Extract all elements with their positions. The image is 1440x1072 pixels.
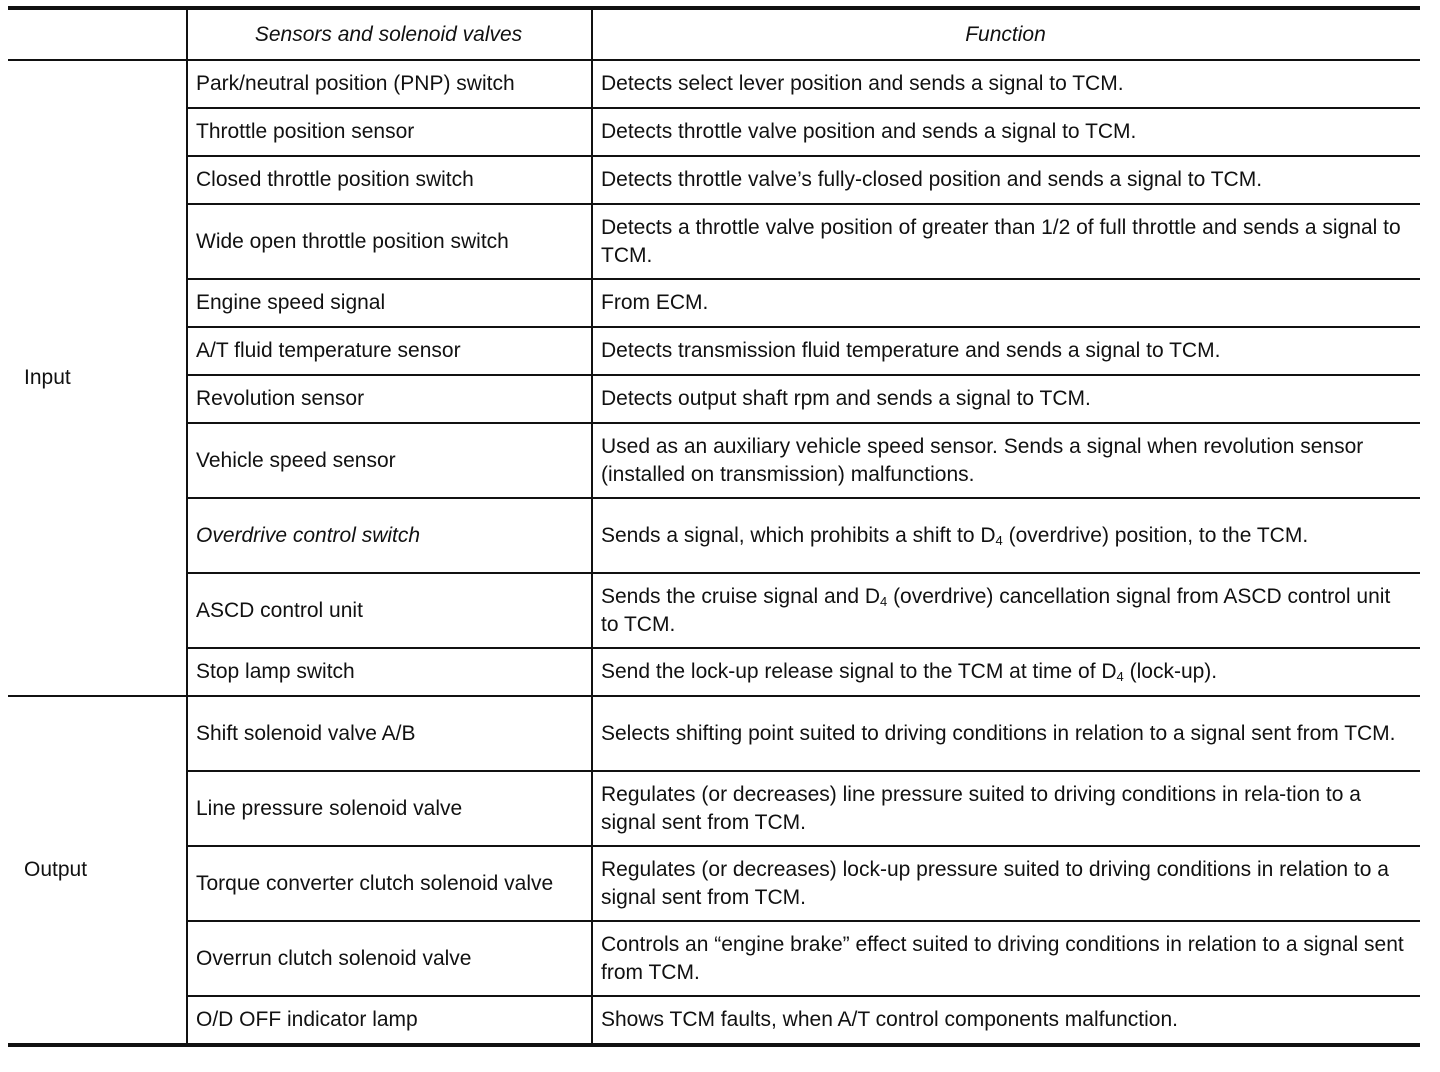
function-text: (overdrive) cancellation signal from ASCD control unit to TCM. — [601, 584, 1391, 636]
function-cell: Detects transmission fluid temperature and sends a signal to TCM. — [592, 327, 1420, 375]
subscript: 4 — [880, 593, 888, 609]
component-cell: Torque converter clutch solenoid valve — [187, 846, 592, 921]
function-cell: Detects a throttle valve position of greater than 1/2 of full throttle and sends a signal to TCM. — [592, 204, 1420, 279]
function-cell: Shows TCM faults, when A/T control components malfunction. — [592, 996, 1420, 1045]
table-row — [8, 921, 1420, 996]
component-cell: Overdrive control switch — [187, 498, 592, 573]
table-row — [8, 327, 1420, 375]
function-cell — [592, 648, 1420, 696]
table-row — [8, 498, 1420, 573]
function-cell: Detects throttle valve position and sends a signal to TCM. — [592, 108, 1420, 156]
function-cell — [592, 498, 1420, 573]
function-cell: Detects throttle valve’s fully-closed position and sends a signal to TCM. — [592, 156, 1420, 204]
table-row — [8, 648, 1420, 696]
table-row — [8, 108, 1420, 156]
component-cell: O/D OFF indicator lamp — [187, 996, 592, 1045]
table-row — [8, 423, 1420, 498]
table-row — [8, 573, 1420, 648]
component-cell: ASCD control unit — [187, 573, 592, 648]
function-cell: From ECM. — [592, 279, 1420, 327]
table-row — [8, 696, 1420, 771]
table-row — [8, 996, 1420, 1045]
table-row — [8, 846, 1420, 921]
function-cell — [592, 573, 1420, 648]
subscript: 4 — [995, 532, 1003, 548]
component-cell: Throttle position sensor — [187, 108, 592, 156]
component-cell: A/T fluid temperature sensor — [187, 327, 592, 375]
table-row — [8, 375, 1420, 423]
component-cell: Closed throttle position switch — [187, 156, 592, 204]
function-cell: Regulates (or decreases) lock-up pressure suited to driving conditions in relation to a signal sent from TCM. — [592, 846, 1420, 921]
table-row — [8, 156, 1420, 204]
component-cell: Engine speed signal — [187, 279, 592, 327]
function-text: Sends a signal, which prohibits a shift to D — [601, 523, 996, 547]
table-header-row — [8, 8, 1420, 60]
table-row — [8, 279, 1420, 327]
header-function: Function — [592, 8, 1420, 60]
function-cell: Controls an “engine brake” effect suited to driving conditions in relation to a signal sent from TCM. — [592, 921, 1420, 996]
function-cell: Used as an auxiliary vehicle speed sensor. Sends a signal when revolution sensor (installed on transmission) malfunctions. — [592, 423, 1420, 498]
spec-table-page — [8, 6, 1420, 1047]
table-row — [8, 771, 1420, 846]
component-cell: Wide open throttle position switch — [187, 204, 592, 279]
group-label-input: Input — [8, 60, 187, 696]
header-group — [8, 8, 187, 60]
header-component: Sensors and solenoid valves — [187, 8, 592, 60]
component-cell: Overrun clutch solenoid valve — [187, 921, 592, 996]
function-text: (overdrive) position, to the TCM. — [1002, 523, 1309, 547]
function-text: (lock-up). — [1123, 660, 1218, 683]
component-cell: Park/neutral position (PNP) switch — [187, 60, 592, 108]
function-text: Send the lock-up release signal to the TCM at time of D — [601, 660, 1117, 683]
table-row — [8, 60, 1420, 108]
component-cell: Stop lamp switch — [187, 648, 592, 696]
function-cell: Selects shifting point suited to driving conditions in relation to a signal sent from TCM. — [592, 696, 1420, 771]
output-group — [8, 696, 1420, 1045]
function-cell: Detects select lever position and sends a signal to TCM. — [592, 60, 1420, 108]
component-cell: Vehicle speed sensor — [187, 423, 592, 498]
function-cell: Regulates (or decreases) line pressure suited to driving conditions in rela-tion to a signal sent from TCM. — [592, 771, 1420, 846]
subscript: 4 — [1116, 669, 1124, 684]
table-row — [8, 204, 1420, 279]
component-cell: Revolution sensor — [187, 375, 592, 423]
function-text: Sends the cruise signal and D — [601, 584, 880, 608]
component-cell: Shift solenoid valve A/B — [187, 696, 592, 771]
input-group — [8, 60, 1420, 696]
group-label-output: Output — [8, 696, 187, 1045]
function-cell: Detects output shaft rpm and sends a signal to TCM. — [592, 375, 1420, 423]
sensors-solenoid-table — [8, 6, 1420, 1047]
component-cell: Line pressure solenoid valve — [187, 771, 592, 846]
